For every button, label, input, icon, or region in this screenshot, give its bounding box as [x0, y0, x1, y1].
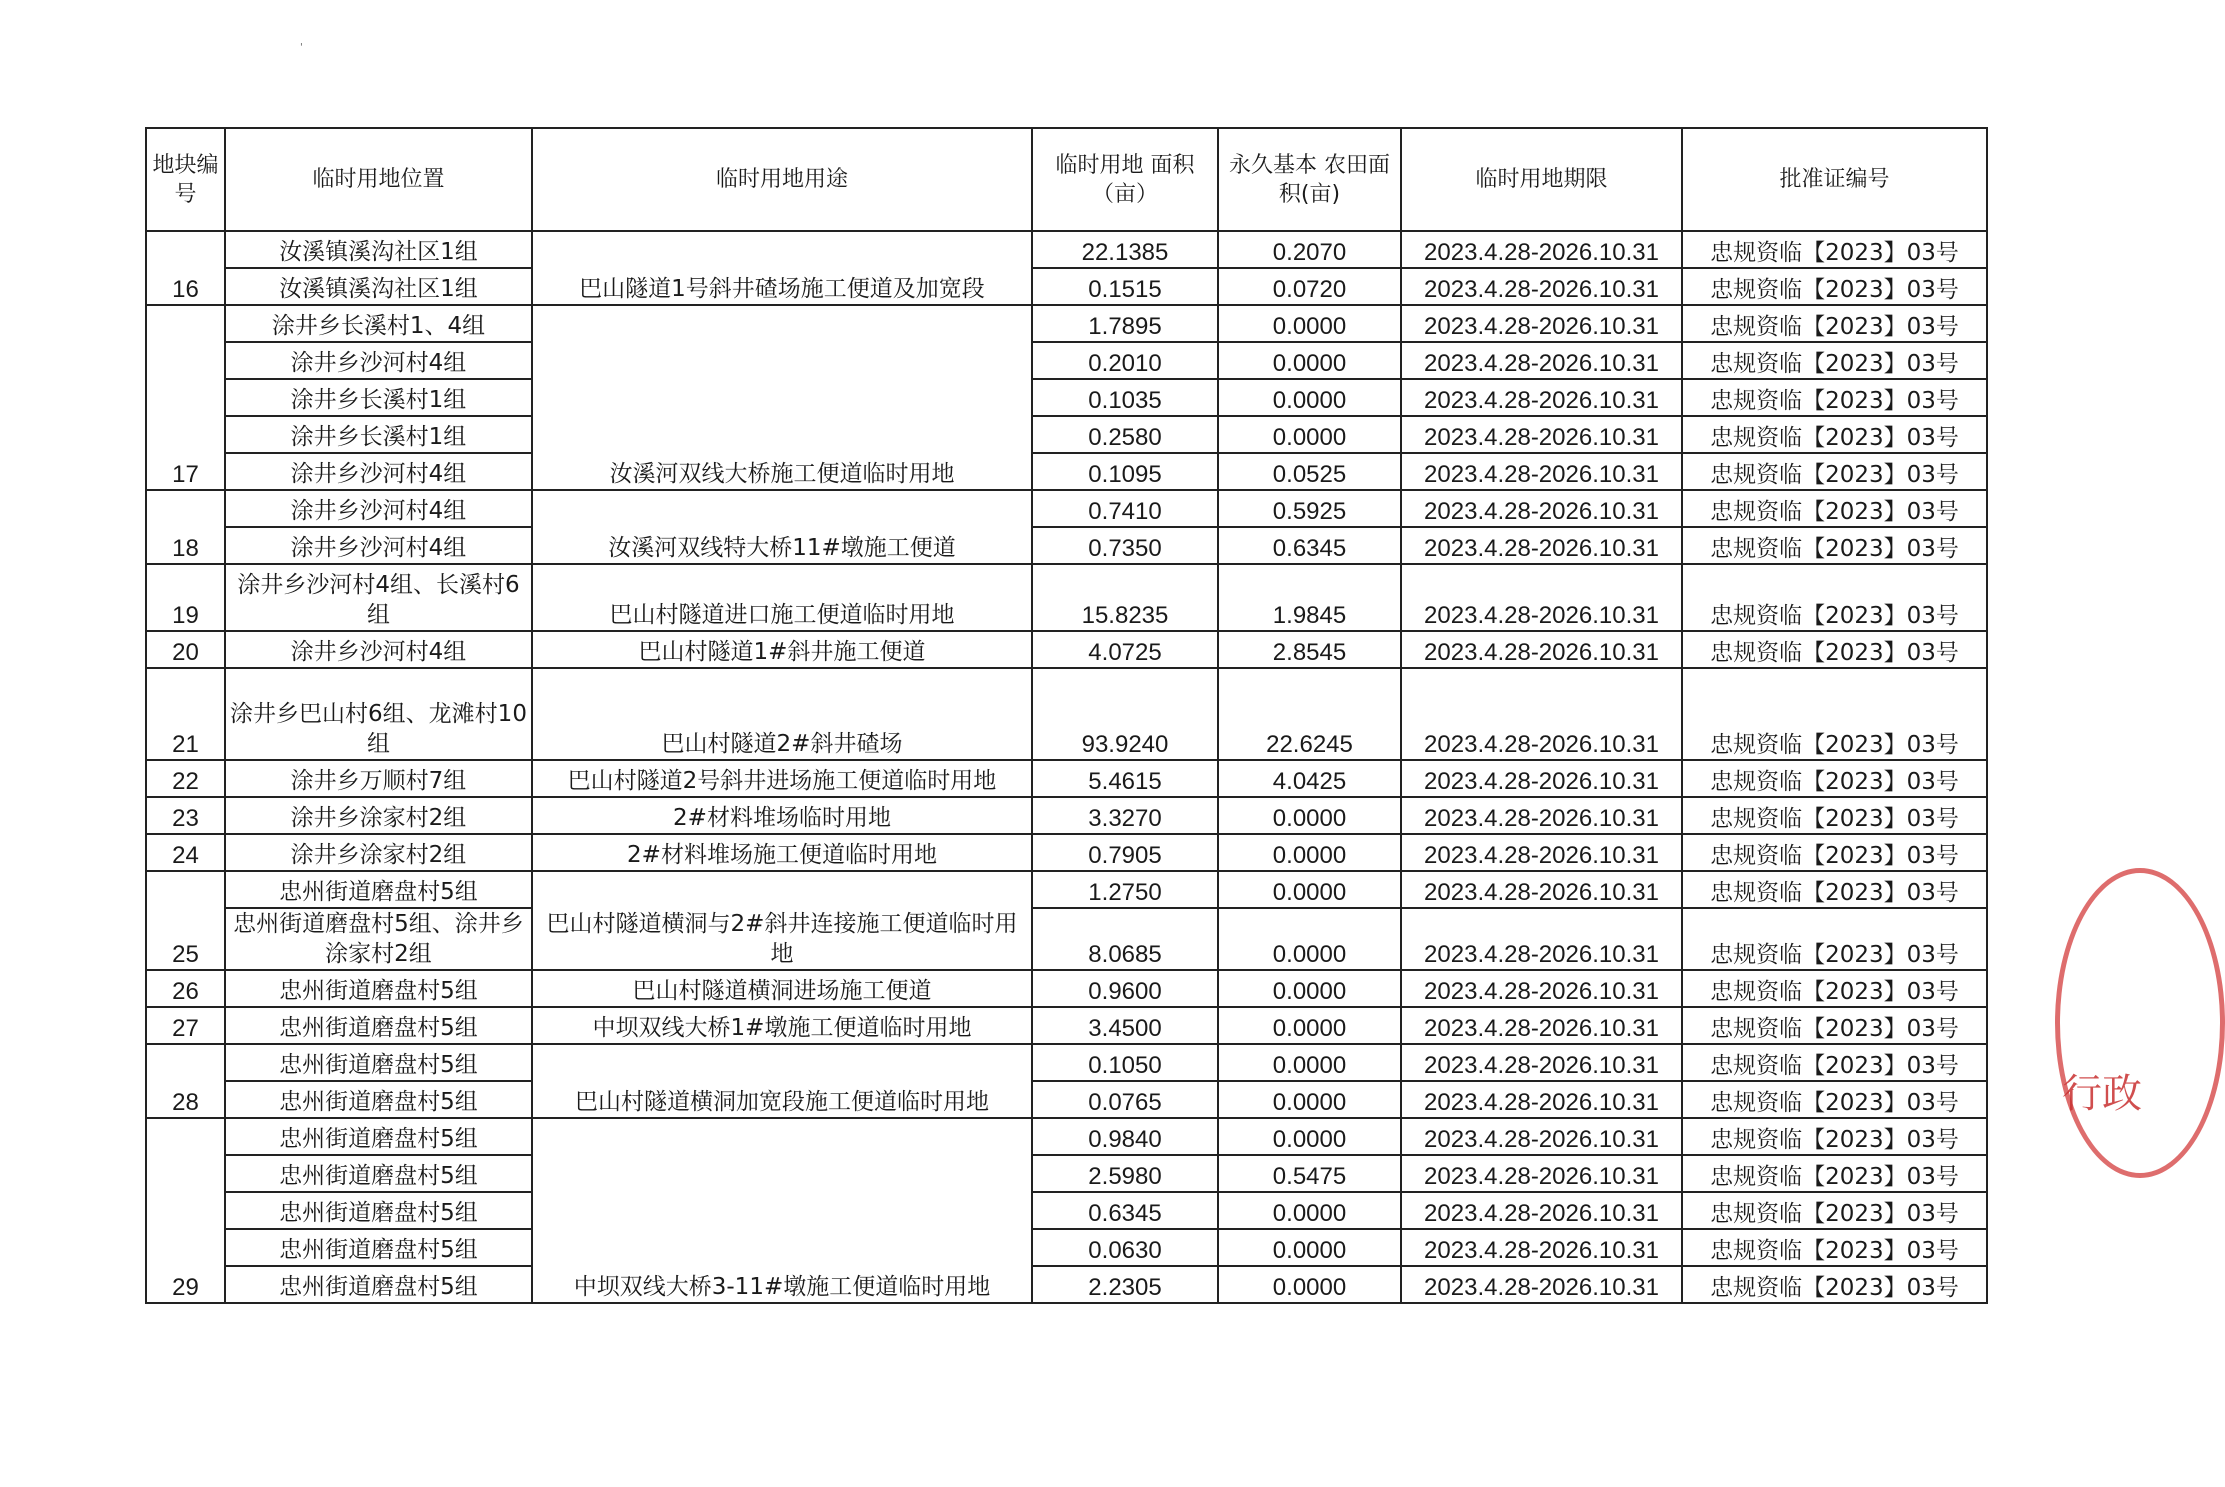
table-row [146, 564, 1987, 631]
farmland-area-cell: 0.0000 [1218, 1081, 1401, 1118]
farmland-area-cell: 0.0000 [1218, 1044, 1401, 1081]
table-row [146, 453, 1987, 490]
location-cell: 忠州街道磨盘村5组 [225, 970, 532, 1007]
area-cell: 0.2010 [1032, 342, 1218, 379]
farmland-area-cell: 0.0720 [1218, 268, 1401, 305]
permit-cell: 忠规资临【2023】03号 [1682, 1229, 1987, 1266]
period-cell: 2023.4.28-2026.10.31 [1401, 970, 1682, 1007]
header-farmland-area: 永久基本 农田面积(亩) [1218, 128, 1401, 231]
table-row [146, 527, 1987, 564]
period-cell: 2023.4.28-2026.10.31 [1401, 631, 1682, 668]
permit-cell: 忠规资临【2023】03号 [1682, 453, 1987, 490]
location-cell: 涂井乡长溪村1组 [225, 379, 532, 416]
area-cell: 0.7410 [1032, 490, 1218, 527]
period-cell: 2023.4.28-2026.10.31 [1401, 1266, 1682, 1303]
farmland-area-cell: 0.6345 [1218, 527, 1401, 564]
area-cell: 93.9240 [1032, 668, 1218, 760]
farmland-area-cell: 4.0425 [1218, 760, 1401, 797]
area-cell: 0.7905 [1032, 834, 1218, 871]
table-row [146, 342, 1987, 379]
period-cell: 2023.4.28-2026.10.31 [1401, 564, 1682, 631]
plot-id-cell: 25 [146, 871, 225, 970]
table-row [146, 1044, 1987, 1081]
farmland-area-cell: 0.0000 [1218, 379, 1401, 416]
farmland-area-cell: 0.0000 [1218, 1007, 1401, 1044]
table-row [146, 834, 1987, 871]
plot-id-cell: 28 [146, 1044, 225, 1118]
period-cell: 2023.4.28-2026.10.31 [1401, 305, 1682, 342]
location-cell: 涂井乡涂家村2组 [225, 834, 532, 871]
location-cell: 忠州街道磨盘村5组 [225, 1081, 532, 1118]
area-cell: 0.7350 [1032, 527, 1218, 564]
area-cell: 1.2750 [1032, 871, 1218, 908]
location-cell: 忠州街道磨盘村5组 [225, 1229, 532, 1266]
location-cell: 忠州街道磨盘村5组 [225, 1266, 532, 1303]
table-row [146, 268, 1987, 305]
location-cell: 忠州街道磨盘村5组 [225, 1007, 532, 1044]
purpose-cell: 巴山村隧道1#斜井施工便道 [532, 631, 1032, 668]
location-cell: 忠州街道磨盘村5组 [225, 1044, 532, 1081]
permit-cell: 忠规资临【2023】03号 [1682, 1081, 1987, 1118]
period-cell: 2023.4.28-2026.10.31 [1401, 527, 1682, 564]
location-cell: 涂井乡沙河村4组 [225, 490, 532, 527]
purpose-cell: 汝溪河双线大桥施工便道临时用地 [532, 305, 1032, 490]
period-cell: 2023.4.28-2026.10.31 [1401, 1155, 1682, 1192]
table-row [146, 1118, 1987, 1155]
land-use-register-table [145, 127, 1988, 1304]
official-seal-text: 行政 [2062, 1071, 2142, 1117]
area-cell: 2.2305 [1032, 1266, 1218, 1303]
table-row [146, 1007, 1987, 1044]
farmland-area-cell: 0.0000 [1218, 834, 1401, 871]
area-cell: 0.0630 [1032, 1229, 1218, 1266]
area-cell: 0.1515 [1032, 268, 1218, 305]
table-row [146, 797, 1987, 834]
table-row [146, 908, 1987, 970]
location-cell: 涂井乡沙河村4组 [225, 631, 532, 668]
location-cell: 忠州街道磨盘村5组 [225, 871, 532, 908]
permit-cell: 忠规资临【2023】03号 [1682, 490, 1987, 527]
table-row [146, 1229, 1987, 1266]
area-cell: 3.4500 [1032, 1007, 1218, 1044]
period-cell: 2023.4.28-2026.10.31 [1401, 379, 1682, 416]
area-cell: 15.8235 [1032, 564, 1218, 631]
header-plot-id: 地块编号 [146, 128, 225, 231]
location-cell: 忠州街道磨盘村5组 [225, 1155, 532, 1192]
permit-cell: 忠规资临【2023】03号 [1682, 668, 1987, 760]
period-cell: 2023.4.28-2026.10.31 [1401, 1044, 1682, 1081]
permit-cell: 忠规资临【2023】03号 [1682, 1155, 1987, 1192]
period-cell: 2023.4.28-2026.10.31 [1401, 1192, 1682, 1229]
header-area: 临时用地 面积（亩） [1032, 128, 1218, 231]
location-cell: 忠州街道磨盘村5组、涂井乡涂家村2组 [225, 908, 532, 970]
permit-cell: 忠规资临【2023】03号 [1682, 834, 1987, 871]
area-cell: 0.0765 [1032, 1081, 1218, 1118]
location-cell: 涂井乡长溪村1、4组 [225, 305, 532, 342]
area-cell: 22.1385 [1032, 231, 1218, 268]
header-location: 临时用地位置 [225, 128, 532, 231]
header-permit: 批准证编号 [1682, 128, 1987, 231]
period-cell: 2023.4.28-2026.10.31 [1401, 490, 1682, 527]
location-cell: 忠州街道磨盘村5组 [225, 1118, 532, 1155]
header-period: 临时用地期限 [1401, 128, 1682, 231]
period-cell: 2023.4.28-2026.10.31 [1401, 342, 1682, 379]
farmland-area-cell: 0.0000 [1218, 1266, 1401, 1303]
table-row [146, 1266, 1987, 1303]
plot-id-cell: 24 [146, 834, 225, 871]
permit-cell: 忠规资临【2023】03号 [1682, 1118, 1987, 1155]
purpose-cell: 2#材料堆场施工便道临时用地 [532, 834, 1032, 871]
plot-id-cell: 18 [146, 490, 225, 564]
period-cell: 2023.4.28-2026.10.31 [1401, 760, 1682, 797]
table-row [146, 1081, 1987, 1118]
purpose-cell: 巴山村隧道横洞加宽段施工便道临时用地 [532, 1044, 1032, 1118]
farmland-area-cell: 0.0000 [1218, 970, 1401, 1007]
farmland-area-cell: 0.0525 [1218, 453, 1401, 490]
farmland-area-cell: 22.6245 [1218, 668, 1401, 760]
permit-cell: 忠规资临【2023】03号 [1682, 305, 1987, 342]
area-cell: 0.1050 [1032, 1044, 1218, 1081]
permit-cell: 忠规资临【2023】03号 [1682, 1192, 1987, 1229]
plot-id-cell: 20 [146, 631, 225, 668]
table-row [146, 871, 1987, 908]
permit-cell: 忠规资临【2023】03号 [1682, 631, 1987, 668]
permit-cell: 忠规资临【2023】03号 [1682, 231, 1987, 268]
location-cell: 涂井乡长溪村1组 [225, 416, 532, 453]
location-cell: 涂井乡沙河村4组 [225, 342, 532, 379]
area-cell: 0.1095 [1032, 453, 1218, 490]
farmland-area-cell: 0.0000 [1218, 908, 1401, 970]
purpose-cell: 巴山村隧道横洞进场施工便道 [532, 970, 1032, 1007]
table-row [146, 760, 1987, 797]
table-row [146, 416, 1987, 453]
permit-cell: 忠规资临【2023】03号 [1682, 379, 1987, 416]
location-cell: 忠州街道磨盘村5组 [225, 1192, 532, 1229]
header-purpose: 临时用地用途 [532, 128, 1032, 231]
period-cell: 2023.4.28-2026.10.31 [1401, 1081, 1682, 1118]
area-cell: 8.0685 [1032, 908, 1218, 970]
area-cell: 0.6345 [1032, 1192, 1218, 1229]
farmland-area-cell: 1.9845 [1218, 564, 1401, 631]
purpose-cell: 巴山隧道1号斜井碴场施工便道及加宽段 [532, 231, 1032, 305]
farmland-area-cell: 0.0000 [1218, 305, 1401, 342]
farmland-area-cell: 0.0000 [1218, 1229, 1401, 1266]
farmland-area-cell: 0.2070 [1218, 231, 1401, 268]
area-cell: 1.7895 [1032, 305, 1218, 342]
period-cell: 2023.4.28-2026.10.31 [1401, 1118, 1682, 1155]
purpose-cell: 2#材料堆场临时用地 [532, 797, 1032, 834]
period-cell: 2023.4.28-2026.10.31 [1401, 908, 1682, 970]
area-cell: 5.4615 [1032, 760, 1218, 797]
permit-cell: 忠规资临【2023】03号 [1682, 527, 1987, 564]
purpose-cell: 巴山村隧道进口施工便道临时用地 [532, 564, 1032, 631]
header-row [146, 128, 1987, 231]
location-cell: 汝溪镇溪沟社区1组 [225, 231, 532, 268]
area-cell: 0.2580 [1032, 416, 1218, 453]
purpose-cell: 巴山村隧道2号斜井进场施工便道临时用地 [532, 760, 1032, 797]
purpose-cell: 巴山村隧道2#斜井碴场 [532, 668, 1032, 760]
period-cell: 2023.4.28-2026.10.31 [1401, 416, 1682, 453]
table-row [146, 970, 1987, 1007]
table-row [146, 1192, 1987, 1229]
location-cell: 汝溪镇溪沟社区1组 [225, 268, 532, 305]
farmland-area-cell: 0.0000 [1218, 416, 1401, 453]
permit-cell: 忠规资临【2023】03号 [1682, 970, 1987, 1007]
period-cell: 2023.4.28-2026.10.31 [1401, 268, 1682, 305]
scan-speck: ' [300, 42, 303, 53]
table-row [146, 631, 1987, 668]
period-cell: 2023.4.28-2026.10.31 [1401, 668, 1682, 760]
plot-id-cell: 21 [146, 668, 225, 760]
period-cell: 2023.4.28-2026.10.31 [1401, 1007, 1682, 1044]
period-cell: 2023.4.28-2026.10.31 [1401, 231, 1682, 268]
farmland-area-cell: 2.8545 [1218, 631, 1401, 668]
period-cell: 2023.4.28-2026.10.31 [1401, 797, 1682, 834]
farmland-area-cell: 0.0000 [1218, 342, 1401, 379]
permit-cell: 忠规资临【2023】03号 [1682, 1044, 1987, 1081]
table-row [146, 231, 1987, 268]
location-cell: 涂井乡巴山村6组、龙滩村10组 [225, 668, 532, 760]
plot-id-cell: 22 [146, 760, 225, 797]
location-cell: 涂井乡沙河村4组 [225, 527, 532, 564]
period-cell: 2023.4.28-2026.10.31 [1401, 1229, 1682, 1266]
plot-id-cell: 17 [146, 305, 225, 490]
area-cell: 0.9840 [1032, 1118, 1218, 1155]
permit-cell: 忠规资临【2023】03号 [1682, 342, 1987, 379]
table-row [146, 379, 1987, 416]
permit-cell: 忠规资临【2023】03号 [1682, 416, 1987, 453]
location-cell: 涂井乡万顺村7组 [225, 760, 532, 797]
farmland-area-cell: 0.0000 [1218, 871, 1401, 908]
plot-id-cell: 29 [146, 1118, 225, 1303]
plot-id-cell: 16 [146, 231, 225, 305]
permit-cell: 忠规资临【2023】03号 [1682, 760, 1987, 797]
farmland-area-cell: 0.0000 [1218, 1192, 1401, 1229]
farmland-area-cell: 0.5925 [1218, 490, 1401, 527]
purpose-cell: 中坝双线大桥3-11#墩施工便道临时用地 [532, 1118, 1032, 1303]
area-cell: 2.5980 [1032, 1155, 1218, 1192]
permit-cell: 忠规资临【2023】03号 [1682, 1007, 1987, 1044]
permit-cell: 忠规资临【2023】03号 [1682, 797, 1987, 834]
purpose-cell: 中坝双线大桥1#墩施工便道临时用地 [532, 1007, 1032, 1044]
purpose-cell: 巴山村隧道横洞与2#斜井连接施工便道临时用地 [532, 871, 1032, 970]
permit-cell: 忠规资临【2023】03号 [1682, 871, 1987, 908]
location-cell: 涂井乡涂家村2组 [225, 797, 532, 834]
period-cell: 2023.4.28-2026.10.31 [1401, 871, 1682, 908]
farmland-area-cell: 0.0000 [1218, 1118, 1401, 1155]
purpose-cell: 汝溪河双线特大桥11#墩施工便道 [532, 490, 1032, 564]
table-row [146, 305, 1987, 342]
permit-cell: 忠规资临【2023】03号 [1682, 268, 1987, 305]
permit-cell: 忠规资临【2023】03号 [1682, 908, 1987, 970]
official-seal [2055, 868, 2225, 1178]
period-cell: 2023.4.28-2026.10.31 [1401, 834, 1682, 871]
plot-id-cell: 19 [146, 564, 225, 631]
location-cell: 涂井乡沙河村4组、长溪村6组 [225, 564, 532, 631]
table-row [146, 668, 1987, 760]
area-cell: 3.3270 [1032, 797, 1218, 834]
permit-cell: 忠规资临【2023】03号 [1682, 564, 1987, 631]
plot-id-cell: 26 [146, 970, 225, 1007]
area-cell: 0.9600 [1032, 970, 1218, 1007]
farmland-area-cell: 0.0000 [1218, 797, 1401, 834]
area-cell: 0.1035 [1032, 379, 1218, 416]
table-row [146, 1155, 1987, 1192]
location-cell: 涂井乡沙河村4组 [225, 453, 532, 490]
permit-cell: 忠规资临【2023】03号 [1682, 1266, 1987, 1303]
plot-id-cell: 23 [146, 797, 225, 834]
period-cell: 2023.4.28-2026.10.31 [1401, 453, 1682, 490]
farmland-area-cell: 0.5475 [1218, 1155, 1401, 1192]
area-cell: 4.0725 [1032, 631, 1218, 668]
plot-id-cell: 27 [146, 1007, 225, 1044]
table-row [146, 490, 1987, 527]
